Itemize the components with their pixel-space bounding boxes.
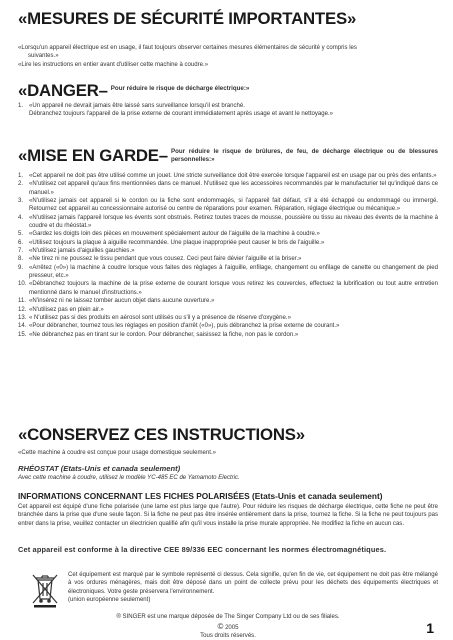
item-number: 12. [18, 306, 27, 313]
item-text: «Ne débranchez pas en tirant sur le cordon. Pour débrancher, saisissez la fiche, non pas le cordon.» [29, 331, 299, 338]
intro-line: «Lorsqu'un appareil électrique est en usage, il faut toujours observer certaines mesures élémentaires de sécurité y compris les [18, 45, 357, 51]
list-item [18, 280, 438, 297]
weee-text: (union européenne seulement) [68, 597, 151, 604]
list-item [18, 322, 438, 330]
list-item [18, 297, 438, 305]
list-item [18, 102, 438, 119]
fiches-title: INFORMATIONS CONCERNANT LES FICHES POLARISÉES (Etats-Unis et canada seulement) [18, 491, 383, 501]
item-number: 14. [18, 323, 27, 330]
mise-en-garde-heading [18, 147, 438, 165]
list-item [18, 172, 438, 180]
item-number: 13. [18, 314, 27, 321]
item-text: «N'utilisez jamais d'aiguilles gauchies.» [29, 248, 135, 255]
list-item [18, 230, 438, 238]
footer [18, 614, 438, 640]
copyright-year: 2005 [225, 624, 239, 631]
list-item [18, 197, 438, 214]
item-text: «N'insérez ni ne laissez tomber aucun objet dans aucune ouverture.» [29, 298, 215, 305]
item-text: «N'utilisez pas en plein air.» [29, 306, 104, 313]
item-text: «Un appareil ne devrait jamais être laissé sans surveillance lorsqu'il est branché. [29, 103, 245, 109]
item-text: «N'utilisez jamais l'appareil lorsque les évents sont obstrués. Retirez toutes traces de mousse, poussière ou tissu au niveau des évents de la machine à coudre et du rhéostat.» [29, 214, 438, 230]
item-number: 5. [18, 231, 24, 238]
list-item [18, 306, 438, 314]
item-number: 4. [18, 214, 24, 221]
item-text: «N'utilisez cet appareil qu'aux fins mentionnées dans ce manuel. N'utilisez que les accessoires recommandés par le manufacturier tel qu'indiqué dans ce manuel.» [29, 181, 438, 196]
rheostat-title: RHÉOSTAT (Etats-Unis et canada seulement) [18, 464, 181, 473]
list-item [18, 314, 438, 322]
item-text: «Arrêtez («0») la machine à coudre lorsque vous faites des réglages à l'aiguille, enfilage, changement ou enfilage de canette ou changement de pied presseur, etc.» [29, 264, 438, 280]
item-number: 9. [18, 264, 24, 271]
list-item [18, 331, 438, 339]
list-item [18, 180, 438, 197]
mise-en-garde-list [18, 172, 438, 339]
item-text: «Gardez les doigts loin des pièces en mouvement spécialement autour de l'aiguille de la machine à coudre.» [29, 231, 320, 238]
fiches-text: Cet appareil est équipé d'une fiche polarisée (une lame est plus large que l'autre). Pour réduire les risques de décharge électrique, cette fiche ne peut être branchée dans la prise que d'une seule façon. Si la fiche ne peut pas être insérée entièrement dans la prise, tournez la fiche. Si la fiche ne peut toujours pas entrer dans la prise, veuillez contacter un électricien qualifié afin qu'il vous installe la prise murale appropriée. Ne modifiez la fiche en aucun cas. [18, 504, 438, 527]
list-item [18, 255, 438, 263]
item-text: «Débranchez toujours la machine de la prise externe de courant lorsque vous retirez les couvercles, effectuez la lubrification ou tout autre entretien mentionné dans le manuel d'instructions.» [29, 281, 438, 296]
page-number: 1 [426, 620, 434, 636]
item-number: 6. [18, 239, 24, 246]
cee-title: Cet appareil est conforme à la directive CEE 89/336 EEC concernant les normes électromagnétiques. [18, 545, 387, 554]
item-number: 8. [18, 256, 24, 263]
crossed-out-bin-icon [30, 572, 60, 608]
item-text: «Utilisez toujours la plaque à aiguille recommandée. Une plaque inappropriée peut causer le bris de l'aiguille.» [29, 239, 325, 246]
danger-title: «DANGER– [18, 81, 108, 100]
list-item [18, 264, 438, 281]
mise-en-garde-title: «MISE EN GARDE– [18, 146, 168, 165]
item-text: «Pour débrancher, tournez tous les réglages en position d'arrêt («0»), puis débranchez la prise externe de courant.» [29, 323, 340, 330]
item-number: 10. [18, 281, 27, 288]
weee-block [68, 571, 438, 604]
item-text: «N'utilisez jamais cet appareil si le cordon ou la fiche sont endommagés, si l'appareil fait défaut, s'il a été échappé ou endommagé ou immergé. Retournez cet appareil au concessionnaire autorisé ou centre de réparations pour examen. Réparation, réglage électrique ou mécanique.» [29, 198, 438, 213]
danger-subtitle: Pour réduire le risque de décharge électrique:» [110, 85, 250, 92]
item-number: 1. [18, 103, 24, 109]
item-number: 7. [18, 248, 24, 255]
item-number: 15. [18, 331, 27, 338]
item-text: «Cet appareil ne doit pas être utilisé comme un jouet. Une stricte surveillance doit être exercée lorsque l'appareil est en usage par ou près des enfants.» [29, 173, 437, 179]
item-text: « N'utilisez pas si des produits en aérosol sont utilisés ou s'il y a présence de réserve d'oxygène.» [29, 314, 291, 321]
conservez-subtitle: «Cette machine à coudre est conçue pour usage domestique seulement.» [18, 450, 216, 456]
weee-text: Cet équipement est marqué par le symbole représenté ci dessus. Cela signifie, qu'en fin de vie, cet équipement ne doit pas être mélangé à vos ordures ménagères, mais doit être déposé dans un point de collecte prévu pour les déchets des équipements électriques et électroniques. Votre geste préservera l'environnement. [68, 572, 438, 595]
danger-list [18, 102, 438, 119]
rheostat-text: Avec cette machine à coudre, utilisez le modèle YC-485 EC de Yamamoto Electric. [18, 475, 240, 481]
item-number: 1. [18, 173, 24, 179]
mise-en-garde-subtitle: Pour réduire le risque de brûlures, de feu, de décharge électrique ou de blessures personnelles:» [170, 148, 438, 164]
item-number: 11. [18, 298, 26, 305]
intro-line: «Lire les instructions en entier avant d'utiliser cette machine à coudre.» [18, 61, 209, 68]
manual-page [18, 0, 438, 640]
list-item [18, 247, 438, 255]
copyright-symbol: © [217, 621, 224, 631]
list-item [18, 239, 438, 247]
item-text: «Ne tirez ni ne poussez le tissu pendant que vous cousez. Ceci peut faire dévier l'aiguille et la briser.» [29, 256, 302, 263]
intro-block [18, 44, 438, 69]
item-number: 2. [18, 181, 24, 188]
item-text: Débranchez toujours l'appareil de la prise externe de courant immédiatement après usage et avant le nettoyage.» [29, 111, 334, 118]
conservez-title: «CONSERVEZ CES INSTRUCTIONS» [18, 425, 305, 444]
list-item [18, 214, 438, 231]
copyright-line [18, 622, 438, 633]
rights-text: Tous droits réservés. [200, 632, 256, 639]
item-number: 3. [18, 198, 24, 205]
safety-title: «MESURES DE SÉCURITÉ IMPORTANTES» [18, 9, 357, 28]
trademark-text: ® SINGER est une marque déposée de The Singer Company Ltd ou de ses filiales. [116, 614, 340, 620]
intro-line: suivantes.» [28, 53, 59, 60]
danger-heading [18, 82, 249, 100]
